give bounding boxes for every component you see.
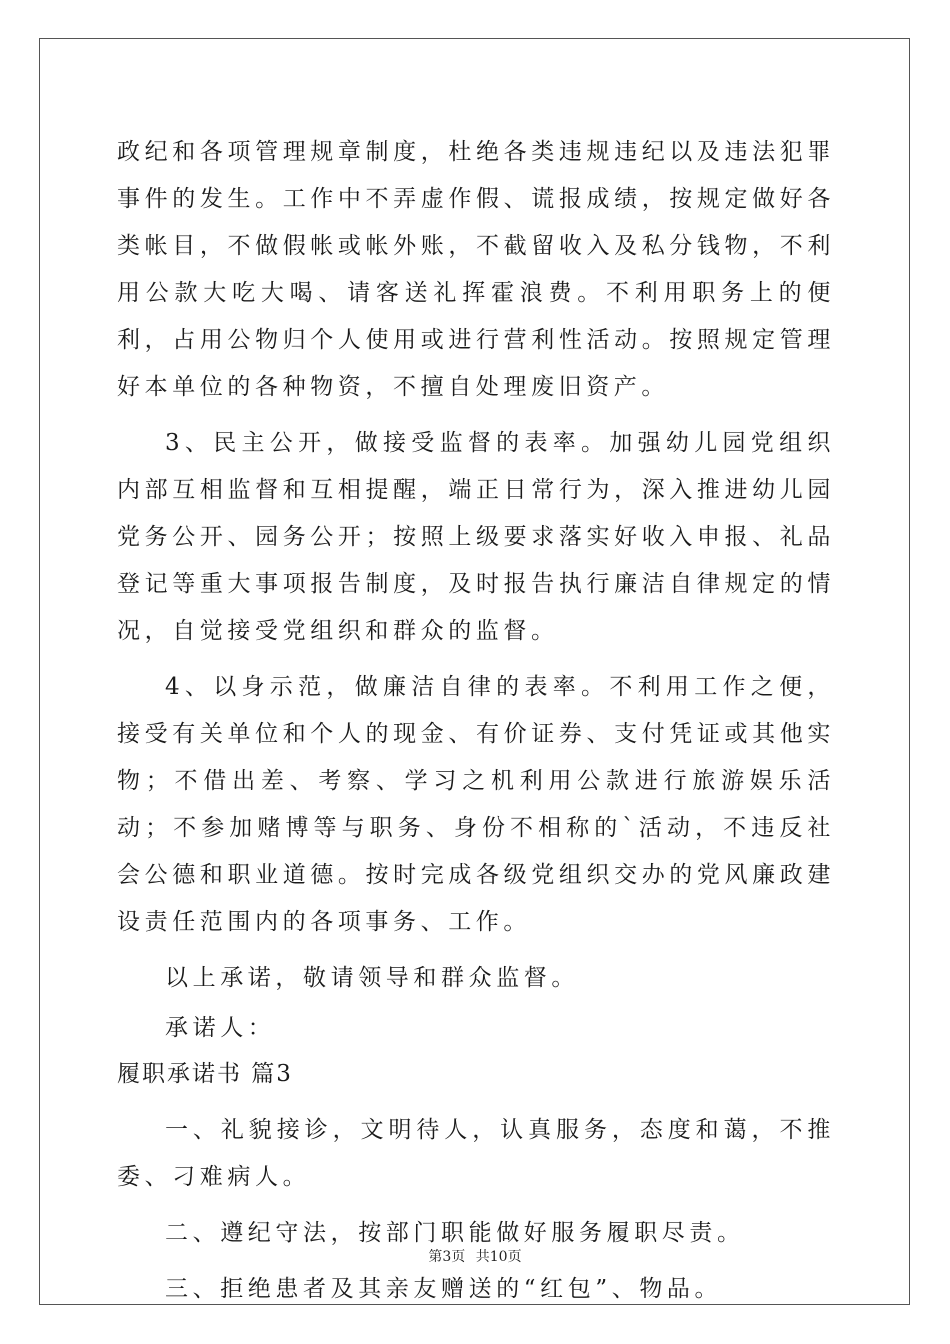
paragraph-continuation: 政纪和各项管理规章制度，杜绝各类违规违纪以及违法犯罪事件的发生。工作中不弄虚作假、谎报成绩，按规定做好各类帐目，不做假帐或帐外账，不截留收入及私分钱物，不利用公款大吃大喝、请客送礼挥霍浪费。不利用职务上的便利，占用公物归个人使用或进行营利性活动。按照规定管理好本单位的各种物资，不擅自处理废旧资产。 — [117, 139, 835, 400]
page-footer — [0, 1246, 950, 1266]
paragraph-item-4: 4、以身示范，做廉洁自律的表率。不利用工作之便，接受有关单位和个人的现金、有价证券、支付凭证或其他实物；不借出差、考察、学习之机利用公款进行旅游娱乐活动；不参加赌博等与职务、身份不相称的`活动，不违反社会公德和职业道德。按时完成各级党组织交办的党风廉政建设责任范围内的各项事务、工作。 — [117, 674, 835, 935]
pledge-item-2: 二、遵纪守法，按部门职能做好服务履职尽责。 — [165, 1220, 745, 1246]
document-body — [117, 129, 835, 1313]
signature-line: 承诺人： — [165, 1015, 276, 1041]
pledge-item-1: 一、礼貌接诊，文明待人，认真服务，态度和蔼，不推委、刁难病人。 — [117, 1117, 835, 1190]
page-number: 第3页 — [428, 1249, 466, 1265]
paragraph-closing: 以上承诺，敬请领导和群众监督。 — [165, 965, 579, 991]
page-total: 共10页 — [475, 1249, 522, 1265]
pledge-item-3: 三、拒绝患者及其亲友赠送的“红包”、物品。 — [165, 1276, 723, 1302]
paragraph-item-3: 3、民主公开，做接受监督的表率。加强幼儿园党组织内部互相监督和互相提醒，端正日常行为，深入推进幼儿园党务公开、园务公开；按照上级要求落实好收入申报、礼品登记等重大事项报告制度，及时报告执行廉洁自律规定的情况，自觉接受党组织和群众的监督。 — [117, 430, 835, 644]
section-heading: 履职承诺书 篇3 — [117, 1061, 293, 1087]
